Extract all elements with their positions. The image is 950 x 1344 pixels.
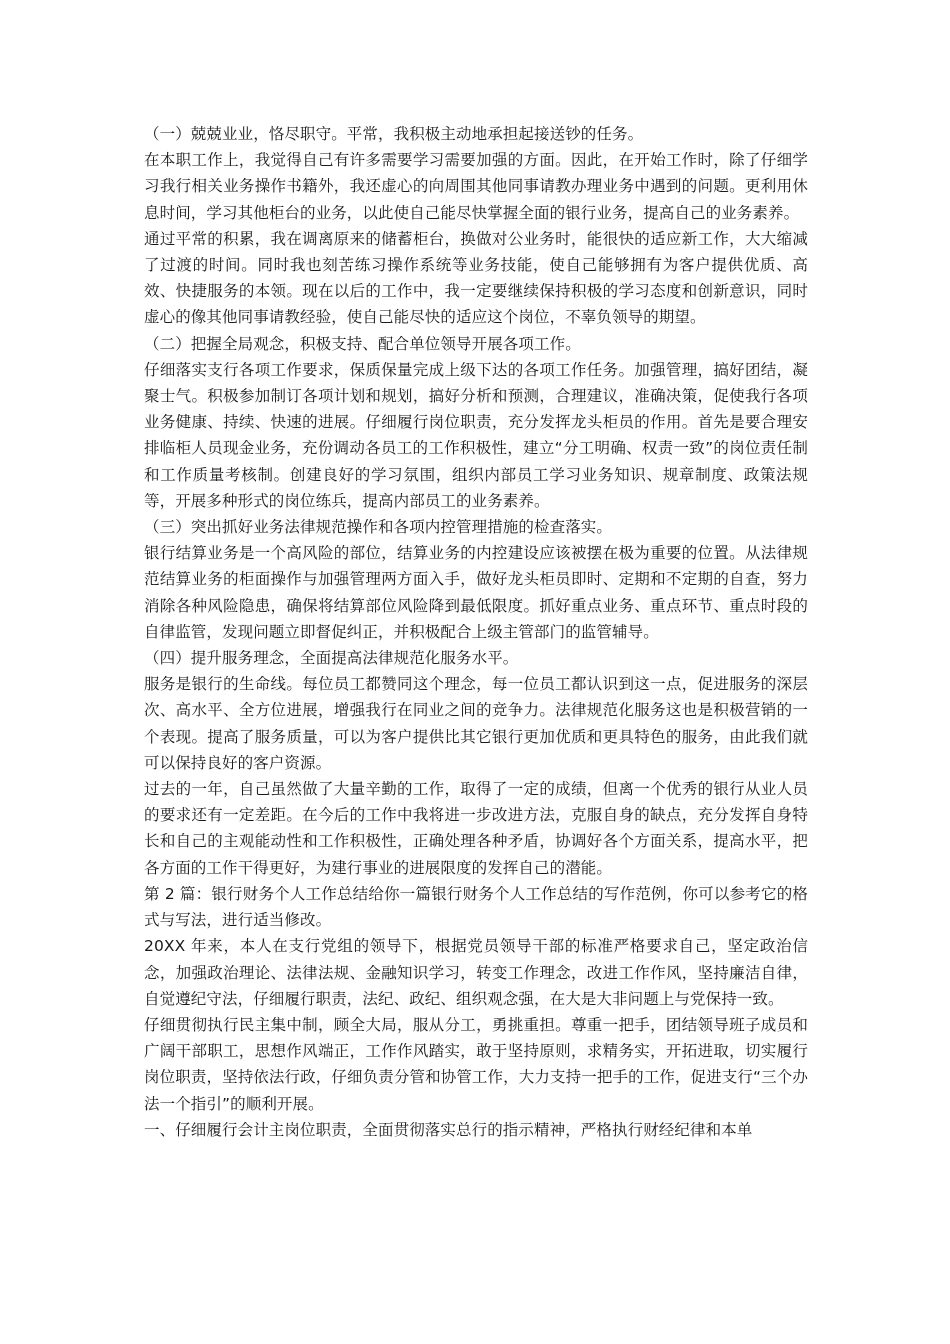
part-2-intro: 第 2 篇：银行财务个人工作总结给你一篇银行财务个人工作总结的写作范例，你可以参考它的格式与写法，进行适当修改。 bbox=[144, 884, 808, 930]
paragraph: 服务是银行的生命线。每位员工都赞同这个理念，每一位员工都认识到这一点，促进服务的深层次、高水平、全方位进展，增强我行在同业之间的竞争力。法律规范化服务这也是积极营销的一个表现。提高了服务质量，可以为客户提供比其它银行更加优质和更具特色的服务，由此我们就可以保持良好的客户资源。 bbox=[144, 675, 808, 772]
paragraph: 通过平常的积累，我在调离原来的储蓄柜台，换做对公业务时，能很快的适应新工作，大大缩减了过渡的时间。同时我也刻苦练习操作系统等业务技能，使自己能够拥有为客户提供优质、高效、快捷服务的本领。现在以后的工作中，我一定要继续保持积极的学习态度和创新意识，同时虚心的像其他同事请教经验，使自己能尽快的适应这个岗位，不辜负领导的期望。 bbox=[144, 229, 808, 327]
paragraph: 仔细落实支行各项工作要求，保质保量完成上级下达的各项工作任务。加强管理，搞好团结，凝聚士气。积极参加制订各项计划和规划，搞好分析和预测，合理建议，准确决策，促使我行各项业务健康、持续、快速的进展。仔细履行岗位职责，充分发挥龙头柜员的作用。首先是要合理安排临柜人员现金业务，充份调动各员工的工作积极性，建立“分工明确、权责一致”的岗位责任制和工作质量考核制。创建良好的学习氛围，组织内部员工学习业务知识、规章制度、政策法规等，开展多种形式的岗位练兵，提高内部员工的业务素养。 bbox=[144, 360, 808, 510]
paragraph: 在本职工作上，我觉得自己有许多需要学习需要加强的方面。因此，在开始工作时，除了仔细学习我行相关业务操作书籍外，我还虚心的向周围其他同事请教办理业务中遇到的问题。更利用休息时间，学习其他柜台的业务，以此使自己能尽快掌握全面的银行业务，提高自己的业务素养。 bbox=[144, 151, 808, 222]
paragraph: 一、仔细履行会计主岗位职责，全面贯彻落实总行的指示精神，严格执行财经纪律和本单 bbox=[144, 1120, 753, 1139]
paragraph: 过去的一年，自己虽然做了大量辛勤的工作，取得了一定的成绩，但离一个优秀的银行从业人员的要求还有一定差距。在今后的工作中我将进一步改进方法，克服自身的缺点，充分发挥自身特长和自己的主观能动性和工作积极性，正确处理各种矛盾，协调好各个方面关系，提高水平，把各方面的工作干得更好，为建行事业的进展限度的发挥自己的潜能。 bbox=[144, 780, 808, 877]
paragraph: 20XX 年来，本人在支行党组的领导下，根据党员领导干部的标准严格要求自己，坚定政治信念，加强政治理论、法律法规、金融知识学习，转变工作理念，改进工作作风，坚持廉洁自律，自觉遵纪守法，仔细履行职责，法纪、政纪、组织观念强，在大是大非问题上与党保持一致。 bbox=[144, 937, 808, 1008]
paragraph: 仔细贯彻执行民主集中制，顾全大局，服从分工，勇挑重担。尊重一把手，团结领导班子成员和广阔干部职工，思想作风端正，工作作风踏实，敢于坚持原则，求精务实，开拓进取，切实履行岗位职责，坚持依法行政，仔细负责分管和协管工作，大力支持一把手的工作，促进支行“三个办法一个指引”的顺利开展。 bbox=[144, 1015, 808, 1113]
section-heading-1: （一）兢兢业业，恪尽职守。平常，我积极主动地承担起接送钞的任务。 bbox=[144, 125, 644, 143]
document-body bbox=[144, 121, 808, 1143]
section-heading-4: （四）提升服务理念，全面提高法律规范化服务水平。 bbox=[144, 649, 519, 668]
section-heading-3: （三）突出抓好业务法律规范操作和各项内控管理措施的检查落实。 bbox=[144, 518, 613, 537]
paragraph: 银行结算业务是一个高风险的部位，结算业务的内控建设应该被摆在极为重要的位置。从法律规范结算业务的柜面操作与加强管理两方面入手，做好龙头柜员即时、定期和不定期的自查，努力消除各种风险隐患，确保将结算部位风险降到最低限度。抓好重点业务、重点环节、重点时段的自律监管，发现问题立即督促纠正，并积极配合上级主管部门的监管辅导。 bbox=[144, 544, 808, 641]
section-heading-2: （二）把握全局观念，积极支持、配合单位领导开展各项工作。 bbox=[144, 334, 581, 353]
